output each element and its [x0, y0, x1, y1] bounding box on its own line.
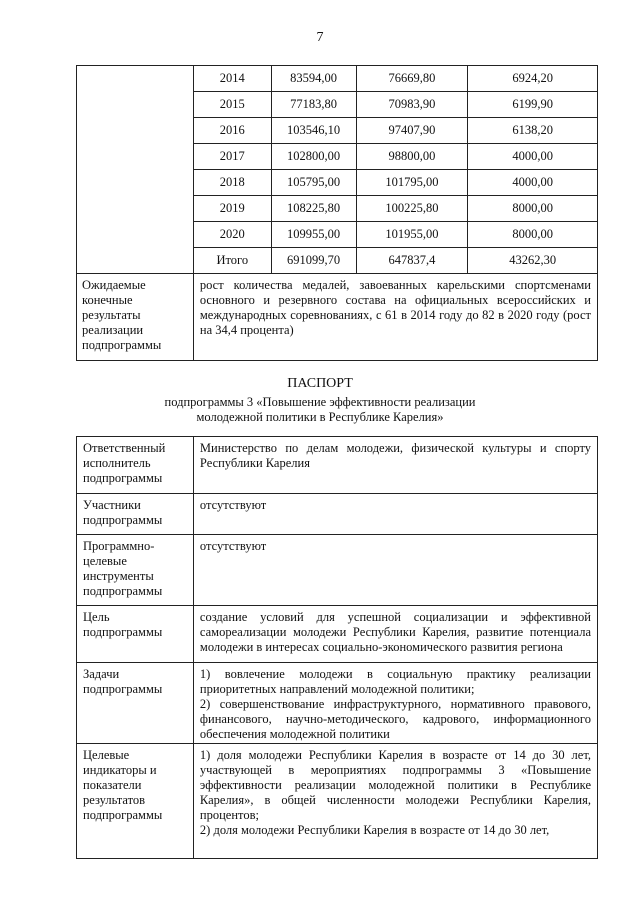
other-cell: 6138,20: [468, 118, 598, 144]
page-number: 7: [316, 30, 324, 45]
year-cell: 2014: [193, 66, 271, 92]
passport-subtitle-line1: подпрограммы 3 «Повышение эффективности реализации: [164, 395, 476, 409]
other-cell: 43262,30: [468, 248, 598, 274]
row-text: отсутствуют: [193, 535, 597, 606]
passport-table: [76, 436, 598, 859]
table-row: [77, 606, 598, 663]
year-cell: 2019: [193, 196, 271, 222]
total-cell: 77183,80: [271, 92, 356, 118]
table-row: [77, 66, 598, 92]
year-cell: 2020: [193, 222, 271, 248]
financing-table: [76, 65, 598, 361]
table-row: [77, 535, 598, 606]
task-item: 1) вовлечение молодежи в социальную практику реализации приоритетных направлений молодежной политики;: [199, 667, 591, 696]
table-row: [77, 274, 598, 361]
year-cell: 2017: [193, 144, 271, 170]
row-text: Министерство по делам молодежи, физической культуры и спорту Республики Карелия: [193, 437, 597, 494]
budget-cell: 101795,00: [356, 170, 468, 196]
total-cell: 103546,10: [271, 118, 356, 144]
total-cell: 108225,80: [271, 196, 356, 222]
row-label: Задачи подпрограммы: [77, 663, 194, 744]
year-cell: 2015: [193, 92, 271, 118]
table-row: [77, 437, 598, 494]
other-cell: 6924,20: [468, 66, 598, 92]
row-text: [193, 744, 597, 859]
budget-cell: 100225,80: [356, 196, 468, 222]
passport-subtitle-line2: молодежной политики в Республике Карелия»: [196, 410, 444, 424]
year-cell: 2016: [193, 118, 271, 144]
passport-title: ПАСПОРТ: [287, 376, 353, 391]
expected-results-label: Ожидаемые конечные результаты реализации подпрограммы: [77, 274, 194, 361]
empty-label-cell: [77, 66, 194, 274]
total-cell: 691099,70: [271, 248, 356, 274]
budget-cell: 70983,90: [356, 92, 468, 118]
row-text: отсутствуют: [193, 494, 597, 535]
budget-cell: 76669,80: [356, 66, 468, 92]
total-cell: 83594,00: [271, 66, 356, 92]
row-label: Целевые индикаторы и показатели результатов подпрограммы: [77, 744, 194, 859]
row-text: [193, 663, 597, 744]
total-cell: 105795,00: [271, 170, 356, 196]
other-cell: 8000,00: [468, 222, 598, 248]
other-cell: 4000,00: [468, 144, 598, 170]
budget-cell: 97407,90: [356, 118, 468, 144]
year-cell: 2018: [193, 170, 271, 196]
row-label: Цель подпрограммы: [77, 606, 194, 663]
indicator-item: 2) доля молодежи Республики Карелия в возрасте от 14 до 30 лет,: [199, 823, 550, 837]
other-cell: 6199,90: [468, 92, 598, 118]
total-cell: 109955,00: [271, 222, 356, 248]
other-cell: 8000,00: [468, 196, 598, 222]
budget-cell: 101955,00: [356, 222, 468, 248]
row-label: Участники подпрограммы: [77, 494, 194, 535]
year-cell: Итого: [193, 248, 271, 274]
row-text: создание условий для успешной социализации и эффективной самореализации молодежи Республики Карелия, развитие потенциала молодежи в интересах социально-экономического развития региона: [193, 606, 597, 663]
indicator-item: 1) доля молодежи Республики Карелия в возрасте от 14 до 30 лет, участвующей в мероприятиях подпрограммы 3 «Повышение эффективности реализации молодежной политики в Республике Карелия», в общей численности молодежи Республики Карелия, процентов;: [199, 748, 591, 822]
budget-cell: 98800,00: [356, 144, 468, 170]
other-cell: 4000,00: [468, 170, 598, 196]
task-item: 2) совершенствование инфраструктурного, нормативного правового, финансового, научно-методического, кадрового, информационного обеспечения молодежной политики: [199, 697, 591, 741]
table-row: [77, 744, 598, 859]
row-label: Ответственный исполнитель подпрограммы: [77, 437, 194, 494]
row-label: Программно-целевые инструменты подпрограммы: [77, 535, 194, 606]
table-row: [77, 663, 598, 744]
expected-results-text: рост количества медалей, завоеванных карельскими спортсменами основного и резервного состава на официальных всероссийских и международных соревнованиях, с 61 в 2014 году до 82 в 2020 году (рост на 34,4 процента): [193, 274, 597, 361]
table-row: [77, 494, 598, 535]
budget-cell: 647837,4: [356, 248, 468, 274]
total-cell: 102800,00: [271, 144, 356, 170]
